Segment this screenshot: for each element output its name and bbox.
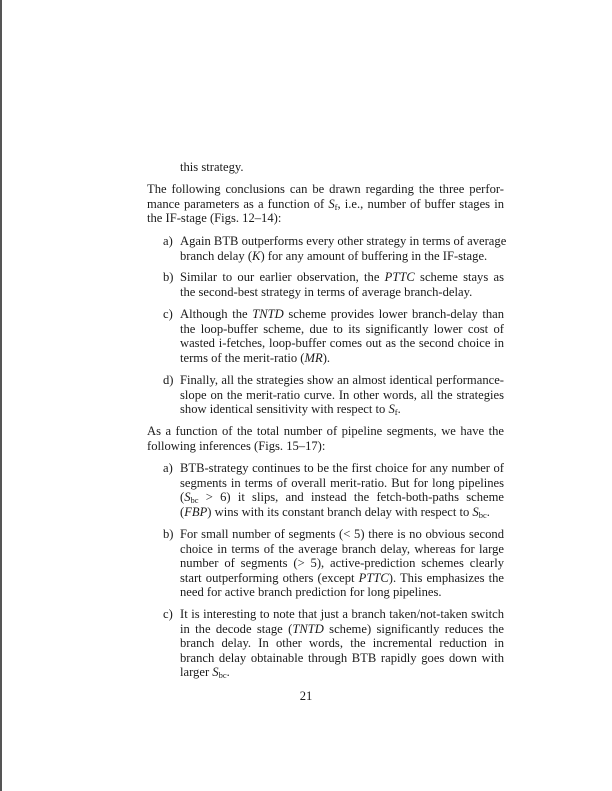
text-run: Finally, all the strategies show an almost identical performance- xyxy=(180,373,504,387)
math-italic: PTTC xyxy=(358,570,389,585)
sf-item-c xyxy=(163,307,505,365)
list-label: c) xyxy=(163,607,173,621)
text-run: wasted i-fetches, loop-buffer comes out as the second choice in xyxy=(180,336,504,351)
text-line xyxy=(180,336,504,351)
text-run: this strategy. xyxy=(180,160,244,174)
text-run: choice in terms of the average branch delay, whereas for large xyxy=(180,541,504,556)
seg-item-a xyxy=(163,461,504,520)
text-run: . xyxy=(226,665,230,680)
text-line xyxy=(180,505,504,520)
list-label: a) xyxy=(163,234,173,248)
list-label: b) xyxy=(163,270,174,284)
text-line xyxy=(180,234,507,249)
text-line xyxy=(147,197,504,212)
text-run: terms of the merit-ratio ( xyxy=(180,350,305,365)
text-line xyxy=(180,607,504,622)
paragraph-sf-intro xyxy=(147,182,504,226)
text-run: branch delay obtainable through BTB rapidly goes down with xyxy=(180,650,504,665)
text-run: For small number of segments (< 5) there is no obvious second xyxy=(180,527,504,541)
math-italic: TNTD xyxy=(292,621,324,636)
math-subscript: bc xyxy=(478,509,487,520)
text-line xyxy=(180,307,504,322)
text-run: branch delay. In other words, the incremental reduction in xyxy=(180,636,504,651)
math-subscript: bc xyxy=(218,670,227,681)
text-run: slope on the merit-ratio curve. In other words, all the strategies xyxy=(180,387,504,402)
text-run: segments in terms of overall merit-ratio. But for long pipelines xyxy=(180,475,504,490)
text-line xyxy=(180,351,504,366)
text-line xyxy=(180,388,504,403)
math-italic: K xyxy=(252,248,261,263)
text-line xyxy=(180,322,504,337)
text-run: Although the xyxy=(180,307,253,321)
sf-item-b xyxy=(163,270,505,299)
text-run: branch delay ( xyxy=(180,248,253,263)
scan-edge xyxy=(0,0,2,791)
text-line xyxy=(180,402,504,417)
list-label: c) xyxy=(163,307,173,321)
text-run: ( xyxy=(180,490,185,505)
list-label: b) xyxy=(163,527,174,541)
math-subscript: f xyxy=(334,201,338,212)
continuation-line xyxy=(180,160,504,175)
text-line xyxy=(180,636,504,651)
text-run: following inferences (Figs. 15–17): xyxy=(147,438,326,453)
math-italic: TNTD xyxy=(252,307,284,321)
math-italic: S xyxy=(328,196,335,211)
list-label: d) xyxy=(163,373,174,387)
text-run: in the decode stage ( xyxy=(180,621,293,636)
text-line xyxy=(180,461,504,476)
text-line xyxy=(180,542,504,557)
text-line xyxy=(180,285,504,300)
text-run: ). This emphasizes the xyxy=(388,570,504,585)
sf-item-d xyxy=(163,373,504,418)
seg-item-b xyxy=(163,527,504,600)
text-line xyxy=(180,571,504,586)
text-line xyxy=(180,249,504,264)
text-run: > 6) it slips, and instead the fetch-both-paths scheme xyxy=(198,490,504,505)
text-line xyxy=(180,373,504,388)
list-label: a) xyxy=(163,461,173,475)
text-run: number of segments (> 5), active-prediction schemes clearly xyxy=(180,556,504,571)
text-run: , i.e., number of buffer stages in xyxy=(337,196,504,211)
seg-item-c xyxy=(163,607,504,681)
text-run: scheme stays as xyxy=(414,270,505,284)
math-subscript: bc xyxy=(190,495,199,506)
text-line xyxy=(147,424,504,439)
text-run: show identical sensitivity with respect to xyxy=(180,402,389,417)
sf-item-a xyxy=(163,234,507,263)
text-run: larger xyxy=(180,665,213,680)
text-line xyxy=(147,211,504,226)
text-run: the loop-buffer scheme, due to its significantly lower cost of xyxy=(180,321,504,336)
text-line xyxy=(180,270,504,285)
page-number: 21 xyxy=(299,689,313,703)
text-run: Again BTB outperforms every other strategy in terms of average xyxy=(180,234,507,248)
text-run: ) wins with its constant branch delay with respect to xyxy=(207,504,473,519)
text-run: ( xyxy=(180,504,185,519)
text-line xyxy=(180,651,504,666)
paragraph-segments-intro xyxy=(147,424,504,453)
text-run: need for active branch prediction for long pipelines. xyxy=(180,585,442,600)
text-run: the second-best strategy in terms of average branch-delay. xyxy=(180,284,473,299)
math-italic: S xyxy=(472,504,479,519)
text-run: It is interesting to note that just a branch taken/not-taken switch xyxy=(180,607,504,621)
text-line xyxy=(180,527,504,542)
text-line xyxy=(180,476,504,491)
text-line xyxy=(147,182,504,197)
math-italic: S xyxy=(212,665,219,680)
text-line xyxy=(180,622,504,637)
text-line xyxy=(180,160,504,175)
text-run: The following conclusions can be drawn regarding the three perfor- xyxy=(147,182,504,196)
text-run: scheme provides lower branch-delay than xyxy=(283,307,505,321)
text-line xyxy=(180,585,504,600)
math-italic: MR xyxy=(304,350,323,365)
text-run: . xyxy=(397,402,401,417)
text-run: mance parameters as a function of xyxy=(147,196,329,211)
text-run: ) for any amount of buffering in the IF-stage. xyxy=(260,248,488,263)
math-italic: S xyxy=(388,402,395,417)
text-line xyxy=(180,490,504,505)
text-run: As a function of the total number of pipeline segments, we have the xyxy=(147,424,504,438)
text-run: Similar to our earlier observation, the xyxy=(180,270,385,284)
text-line xyxy=(147,439,504,454)
math-italic: PTTC xyxy=(384,270,415,284)
text-run: . xyxy=(486,504,490,519)
math-italic: S xyxy=(184,490,191,505)
math-italic: FBP xyxy=(184,504,208,519)
text-run: scheme) significantly reduces the xyxy=(323,621,504,636)
text-line xyxy=(180,556,504,571)
text-run: the IF-stage (Figs. 12–14): xyxy=(147,211,282,226)
text-run: BTB-strategy continues to be the first choice for any number of xyxy=(180,461,504,475)
math-subscript: f xyxy=(394,407,398,418)
text-line xyxy=(180,665,504,680)
text-run: start outperforming others (except xyxy=(180,570,359,585)
text-run: ). xyxy=(322,350,331,365)
